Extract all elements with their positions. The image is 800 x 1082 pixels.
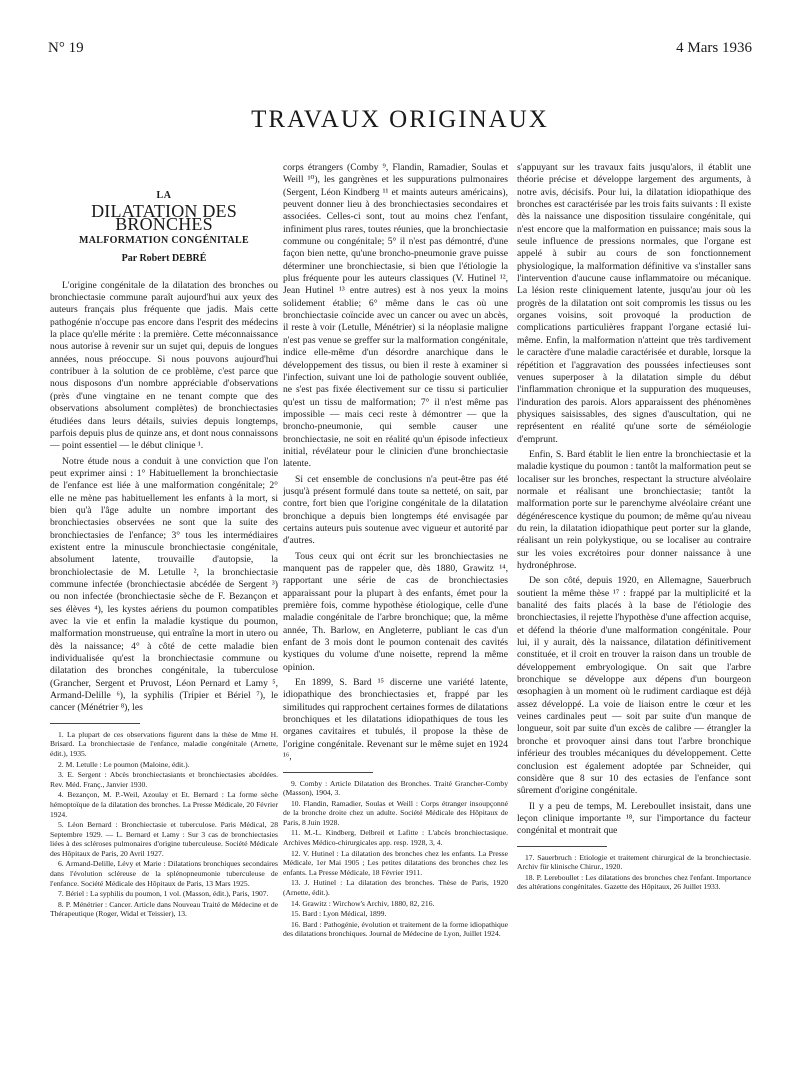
column-1 [50,162,278,920]
footnote: 1. La plupart de ces observations figurent dans la thèse de Mme H. Brisard. La bronchiectasie de l'enfance, maladie congénitale (Arnette, édit.), 1935. [50,729,278,758]
paragraph: Il y a peu de temps, M. Lereboullet insistait, dans une leçon clinique importante ¹⁸, sur l'importance du facteur congénital et montrait que [517,800,751,837]
paragraph: De son côté, depuis 1920, en Allemagne, Sauerbruch soutient la même thèse ¹⁷ : frappé par la multiplicité et la banalité des faits placés à la base de l'étiologie des bronchiectasies, il rejette l'hypothèse d'une affection acquise, et défend la théorie d'une malformation congénitale. Pour lui, il y aurait, dès la naissance, dilatation définitivement constituée, et il croit en trouver la raison dans un trouble de développement embryologique. On sait que l'arbre bronchique se développe aux dépens d'un bourgeon œsophagien à un moment où le rudiment cardiaque est déjà assez développé. La voie de liaison entre le cœur et les veines cardinales peut — soit par suite d'un manque de longueur, soit par suite d'un excès de calibre — étrangler la bronche et provoquer ainsi dans tout l'arbre bronchique inférieur des troubles mécaniques du développement. Cette conclusion est également adoptée par Schneider, qui considère que 8 sur 10 des ectasies de l'enfance sont sûrement d'origine congénitale. [517,575,751,797]
footnote: 3. E. Sergent : Abcès bronchiectasiants et bronchiectasies abcédées. Rev. Méd. Franç., Janvier 1930. [50,770,278,789]
footnote: 9. Comby : Article Dilatation des Bronches. Traité Grancher-Comby (Masson), 1904, 3. [283,778,508,798]
column-3 [517,162,751,893]
issue-number: N° 19 [48,40,84,56]
footnote: 5. Léon Bernard : Bronchiectasie et tuberculose. Paris Médical, 28 Septembre 1929. — L. Bernard et Lamy : Sur 3 cas de bronchiectasies liées à des scléroses pulmonaires d'origine tuberculeuse. Société Médicale des Hôpitaux de Paris, 20 Avril 1927. [50,820,278,858]
paragraph: Enfin, S. Bard établit le lien entre la bronchiectasie et la maladie kystique du poumon : tantôt la malformation peut se localiser sur les bronches, respectant la structure alvéolaire normale et réalisant une bronchiectasie; tantôt la malformation porte sur le parenchyme alvéolaire créant une dégénérescence kystique du poumon; de même qu'au niveau du rein, la dilatation idiopathique peut porter sur la glande, réalisant un rein polykystique, ou se localiser au contraire sur les voies excrétoires pour donner naissance à une hydronéphrose. [517,448,751,571]
paragraph: L'origine congénitale de la dilatation des bronches ou bronchiectasie commune paraît aujourd'hui aux yeux des auteurs français plus fréquente que jadis. Mais cette pathogénie n'occupe pas encore dans l'esprit des médecins la place qu'elle mérite : la première. Cette méconnaissance nous autorise à revenir sur un sujet qui, depuis de longues années, nous préoccupe. Si nous pouvons aujourd'hui contribuer à la solution de ce problème, c'est parce que nous disposons d'un nombre appréciable d'observations (près d'une vingtaine en ne tenant compte que des observations absolument complètes) de bronchiectasies étudiées dans leurs détails, suivies depuis longtemps, parfois depuis plus de quinze ans, et dont nous connaissons — point essentiel — le début clinique ¹. [50,279,278,452]
section-title: TRAVAUX ORIGINAUX [251,106,549,133]
footnote: 14. Grawitz : Wirchow's Archiv, 1880, 82, 216. [291,898,435,908]
column-2 [283,162,508,940]
paragraph: corps étrangers (Comby ⁹, Flandin, Ramadier, Soulas et Weill ¹⁰), les gangrènes et les suppurations pulmonaires (Sergent, Léon Kindberg ¹¹ et maints auteurs américains), peuvent donner lieu à des bronchiectasies secondaires et associées. Celles-ci sont, tout au moins chez l'enfant, infiniment plus rares, toutes réunies, que la bronchiectasie commune ou congénitale; 5° il n'est pas démontré, d'une façon bien nette, qu'une broncho-pneumonie grave puisse déterminer une bronchiectasie, si bien que l'étiologie la plus fréquente pour les auteurs classiques (V. Hutinel ¹², Jean Hutinel ¹³ entre autres) est à nos yeux la moins solidement établie; 6° même dans le cas où une bronchiectasie coïncide avec un cancer ou avec un abcès, il reste à voir (Letulle, Ménétrier) si la néoplasie maligne n'est pas venue se greffer sur la malformation congénitale, indice elle-même d'un désordre anarchique dans le développement des tissus, ou bien il reste à examiner si l'infection, suivant une loi de pathologie souvent oubliée, ne s'est pas fixée électivement sur ce tissu si particulier qu'est un tissu de malformation; 7° il n'est même pas impossible — mais ceci reste à démontrer — que la broncho-pneumonie, qui semble causer une bronchiectasie, ne soit en réalité qu'un épisode infectieux initial, révélateur pour le clinicien d'une bronchiectasie latente. [283,162,508,470]
footnote: 6. Armand-Delille, Lévy et Marie : Dilatations bronchiques secondaires dans l'évolution scléreuse de la splénopneumonie tuberculeuse de l'enfance. Société Médicale des Hôpitaux de Paris, 13 Mars 1925. [50,859,278,888]
footnotes [50,730,278,919]
article-subtitle: MALFORMATION CONGÉNITALE [79,235,249,247]
footnote: 10. Flandin, Ramadier, Soulas et Weill : Corps étranger insoupçonné de la bronche droite chez un adulte. Société Médicale des Hôpitaux de Paris, 8 Juin 1928. [283,798,508,827]
footnote-separator [517,846,607,847]
footnote: 13. J. Hutinel : La dilatation des bronches. Thèse de Paris, 1920 (Arnette, édit.). [283,878,508,898]
footnote: 4. Bezançon, M. P.-Weil, Azoulay et Et. Bernard : La forme sèche hémoptoïque de la dilatation des bronches. La Presse Médicale, 20 Février 1924. [50,790,278,819]
footnote: 18. P. Lereboullet : Les dilatations des bronches chez l'enfant. Importance des altérations congénitales. Gazette des Hôpitaux, 26 Juillet 1933. [517,872,751,892]
article-author: Par Robert DEBRÉ [121,253,207,265]
article-heading [50,190,278,266]
footnote-separator [283,772,373,773]
paragraph: Tous ceux qui ont écrit sur les bronchiectasies ne manquent pas de rappeler que, dès 1880, Grawitz ¹⁴, rapportant une série de cas de bronchiectasies apparaissant pour la plupart à des enfants, émet pour la première fois, comme hypothèse étiologique, celle d'une maladie congénitale de l'arbre bronchique; que, la même année, Th. Barlow, en Angleterre, publiant le cas d'un enfant de 3 mois dont le poumon contenait des cavités kystiques du volume d'une noisette, reprend la même opinion. [283,550,508,673]
footnotes [517,853,751,892]
footnotes [283,779,508,940]
footnote-separator [50,723,140,724]
footnote: 17. Sauerbruch : Etiologie et traitement chirurgical de la bronchiectasie. Archiv für klinische Chirur., 1920. [517,852,751,872]
footnote: 16. Bard : Pathogénie, évolution et traitement de la forme idiopathique des dilatations bronchiques. Journal de Médecine de Lyon, Juillet 1924. [283,919,508,939]
footnote: 15. Bard : Lyon Médical, 1899. [291,909,387,919]
article-title: DILATATION DES BRONCHES [91,201,237,234]
footnote: 12. V. Hutinel : La dilatation des bronches chez les enfants. La Presse Médicale, 1er Mai 1905 ; Les petites dilatations des bronches chez les enfants. La Presse Médicale, 18 Février 1911. [283,848,508,877]
paragraph: Si cet ensemble de conclusions n'a peut-être pas été jusqu'à présent formulé dans toute sa netteté, on sait, par contre, fort bien que l'origine congénitale de la dilatation bronchique a depuis bien longtemps été envisagée par certains auteurs puis soutenue avec vigueur et autorité par d'autres. [283,473,508,547]
footnote: 11. M.-L. Kindberg, Delbreil et Lafitte : L'abcès bronchiectasique. Archives Médico-chirurgicales app. resp. 1928, 3, 4. [283,828,508,848]
paragraph: Notre étude nous a conduit à une conviction que l'on peut exprimer ainsi : 1° Habituellement la bronchiectasie de l'enfance est liée à une malformation congénitale; 2° elle ne mène pas habituellement les enfants à la mort, si bien qu'à l'âge adulte un nombre important des bronchiectasies observées ne sont que la suite des bronchiectasies de l'enfance; 3° tous les intermédiaires existent entre la minuscule bronchiectasie congénitale, absolument latente, trouvaille d'autopsie, la bronchiolectasie de M. Letulle ², la bronchiectasie commune infectée (bronchiectasie abcédée de Sergent ³) ou non infectée (bronchiectasie sèche de F. Bezançon et ses élèves ⁴), les kystes aériens du poumon compatibles avec la vie et enfin la maladie kystique du poumon, malformation monstrueuse, qui entraîne la mort in utero ou dès la naissance; 4° à côté de cette maladie bien individualisée qu'est la bronchiectasie commune ou dilatation des bronches congénitale, la tuberculose (Grancher, Sergent et Pruvost, Léon Pernard et Lamy ⁵, Armand-Delille ⁶), la syphilis (Tripier et Bériel ⁷), le cancer (Ménétrier ⁸), les [50,455,278,714]
issue-date: 4 Mars 1936 [676,40,752,56]
article-title-article: LA [156,190,172,201]
footnote: 2. M. Letulle : Le poumon (Maloine, édit.). [58,759,190,769]
footnote: 8. P. Ménétrier : Cancer. Article dans Nouveau Traité de Médecine et de Thérapeutique (Roger, Widal et Teissier), 13. [50,899,278,919]
paragraph: En 1899, S. Bard ¹⁵ discerne une variété latente, idiopathique des bronchiectasies et, frappé par les similitudes qui rapprochent certaines formes de dilatations bronchiques et les dilatations idiopathiques de tous les organes cavitaires et tubulés, il propose la thèse de l'origine congénitale. Revenant sur le même sujet en 1924 ¹⁶, [283,677,508,763]
paragraph: s'appuyant sur les travaux faits jusqu'alors, il établit une théorie précise et développe largement des arguments, à notre avis, décisifs. Pour lui, la dilatation idiopathique des bronches est caractérisée par les trois faits suivants : Il existe dès la naissance une disposition tissulaire congénitale, qui n'est encore que la malformation en puissance; mais sous la seule influence de pressions normales, que l'organe est appelé à subir au cours de son fonctionnement physiologique, la malformation définitive va s'installer sans l'intervention d'aucune cause inflammatoire ou mécanique. La lésion reste cliniquement latente, jusqu'au jour où les progrès de la dilatation ont soit compromis les tissus ou les organes voisins, soit provoqué la production de complications particulières frappant l'organe ectasié lui-même. Enfin, la malformation n'atteint que très tardivement le caractère d'une maladie caractérisée et durable, lorsque la répétition et l'aggravation des poussées infectieuses sont venues superposer à la dilatation simple du début l'inflammation chronique et la suppuration des muqueuses, l'induration des parois. Alors apparaissent des phénomènes physiques saisissables, des signes d'auscultation, qui ne représentent en réalité qu'une sorte de séméiologie d'emprunt. [517,162,751,445]
footnote: 7. Bériel : La syphilis du poumon, 1 vol. (Masson, édit.), Paris, 1907. [58,889,269,899]
